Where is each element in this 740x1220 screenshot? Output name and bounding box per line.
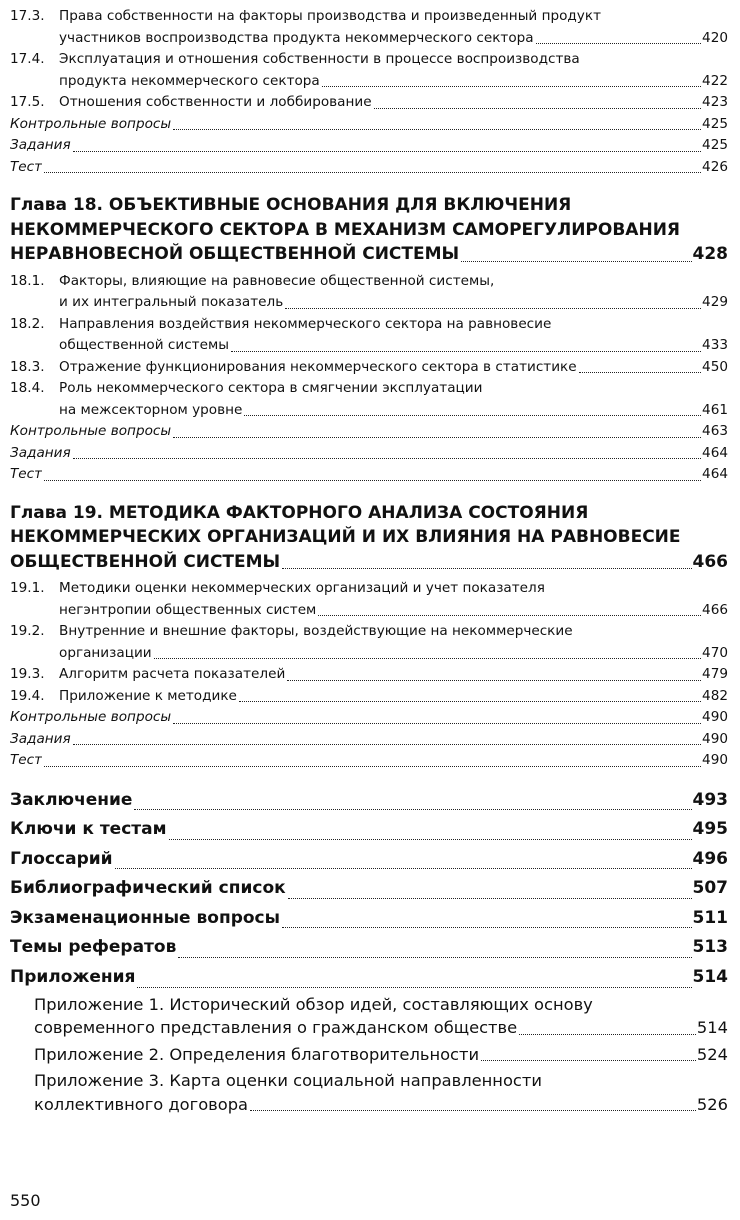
page-ref: 495 [692, 819, 728, 840]
page-ref: 425 [702, 137, 728, 153]
back-matter [10, 786, 728, 993]
page-ref: 466 [702, 601, 728, 618]
chapter-title-line: НЕКОММЕРЧЕСКОГО СЕКТОРА В МЕХАНИЗМ САМОРЕГУЛИРОВАНИЯ [10, 219, 681, 240]
page-ref: 463 [702, 423, 728, 439]
page-ref: 429 [702, 294, 728, 310]
page-ref: 464 [702, 444, 728, 461]
section-title: Алгоритм расчета показателей [59, 666, 286, 682]
appendix-title: Приложение 2. Определения благотворительности [34, 1044, 480, 1064]
page-ref: 511 [692, 907, 728, 928]
page-ref: 470 [702, 644, 728, 661]
toc-test[interactable]: Тест 426 [10, 157, 728, 179]
toc-section-19-2[interactable] [10, 621, 728, 664]
section-number: 18.4. [10, 380, 45, 396]
section-title: Эксплуатация и отношения собственности в процессе воспроизводства [59, 51, 580, 67]
page-ref: 423 [702, 94, 728, 110]
page-ref: 420 [702, 29, 728, 46]
chapter-17-sections [10, 6, 728, 178]
section-number: 19.3. [10, 666, 45, 682]
section-title-cont: общественной системы [59, 337, 229, 353]
toc-section-17-3[interactable] [10, 6, 728, 49]
leader-dots [322, 86, 701, 87]
section-title: Отражение функционирования некоммерческого сектора в статистике [59, 358, 577, 375]
table-of-contents [10, 6, 728, 1116]
section-title: Отношения собственности и лоббирование [59, 94, 372, 110]
toc-appendix-1[interactable] [10, 993, 728, 1040]
toc-section-19-3[interactable] [10, 664, 728, 686]
toc-review-questions[interactable]: Контрольные вопросы 463 [10, 421, 728, 443]
page-ref: 422 [702, 72, 728, 89]
toc-section-18-2[interactable] [10, 314, 728, 357]
page-ref: 513 [692, 937, 728, 958]
section-title: Права собственности на факторы производства и произведенный продукт [59, 8, 601, 24]
section-number: 18.3. [10, 358, 45, 375]
toc-section-18-4[interactable] [10, 378, 728, 421]
chapter-18-sections [10, 271, 728, 486]
leader-dots [244, 415, 701, 416]
section-title-cont: на межсекторном уровне [59, 401, 243, 418]
leader-dots [282, 568, 691, 569]
page-ref: 524 [696, 1044, 728, 1064]
page-ref: 514 [692, 967, 728, 988]
section-title: Факторы, влияющие на равновесие общественной системы, [59, 272, 495, 289]
toc-test-keys[interactable]: Ключи к тестам 495 [10, 815, 728, 845]
section-title-cont: организации [59, 644, 152, 661]
appendix-title-cont: современного представления о гражданском обществе [34, 1018, 518, 1038]
section-title: Внутренние и внешние факторы, воздействующие на некоммерческие [59, 623, 573, 639]
section-title-cont: продукта некоммерческого сектора [59, 72, 320, 89]
page-ref: 428 [692, 244, 728, 264]
toc-section-18-3[interactable] [10, 357, 728, 379]
toc-test[interactable]: Тест 464 [10, 464, 728, 486]
page-ref: 433 [702, 337, 728, 353]
section-title-cont: негэнтропии общественных систем [59, 601, 317, 618]
toc-essay-topics[interactable]: Темы рефератов 513 [10, 933, 728, 963]
page-ref: 426 [702, 158, 728, 175]
section-number: 18.2. [10, 315, 45, 332]
chapter-19-heading[interactable] [10, 501, 728, 575]
page-ref: 490 [702, 752, 728, 768]
chapter-title-line: НЕРАВНОВЕСНОЙ ОБЩЕСТВЕННОЙ СИСТЕМЫ [10, 244, 460, 264]
section-number: 17.4. [10, 51, 45, 67]
page-number: 550 [10, 1191, 41, 1210]
chapter-title-line: НЕКОММЕРЧЕСКИХ ОРГАНИЗАЦИЙ И ИХ ВЛИЯНИЯ НА РАВНОВЕСИЕ [10, 527, 681, 547]
toc-appendices[interactable]: Приложения 514 [10, 963, 728, 993]
page-ref: 490 [702, 709, 728, 725]
page-ref: 482 [702, 687, 728, 704]
page-ref: 461 [702, 401, 728, 418]
appendix-title: Приложение 1. Исторический обзор идей, составляющих основу [34, 994, 593, 1014]
leader-dots [536, 43, 701, 44]
page-ref: 425 [702, 115, 728, 132]
toc-section-18-1[interactable] [10, 271, 728, 314]
leader-dots [239, 701, 701, 702]
section-title: Методики оценки некоммерческих организаций и учет показателя [59, 580, 545, 596]
toc-assignments[interactable]: Задания 490 [10, 729, 728, 751]
chapter-title-line: Глава 19. МЕТОДИКА ФАКТОРНОГО АНАЛИЗА СОСТОЯНИЯ [10, 502, 589, 523]
toc-bibliography[interactable]: Библиографический список 507 [10, 874, 728, 904]
page-ref: 464 [702, 466, 728, 482]
toc-review-questions[interactable]: Контрольные вопросы 490 [10, 707, 728, 729]
page-ref: 514 [696, 1018, 728, 1038]
appendix-title-cont: коллективного договора [34, 1094, 249, 1114]
section-title: Направления воздействия некоммерческого сектора на равновесие [59, 315, 552, 332]
page-ref: 466 [692, 551, 728, 572]
toc-appendix-2[interactable] [10, 1043, 728, 1067]
leader-dots [231, 351, 701, 352]
toc-assignments[interactable]: Задания 464 [10, 443, 728, 465]
section-title-cont: и их интегральный показатель [59, 294, 284, 310]
page-ref: 507 [692, 878, 728, 899]
leader-dots [318, 615, 701, 616]
toc-test[interactable]: Тест 490 [10, 750, 728, 772]
toc-section-19-4[interactable] [10, 686, 728, 708]
toc-exam-questions[interactable]: Экзаменационные вопросы 511 [10, 904, 728, 934]
chapter-title-line: ОБЩЕСТВЕННОЙ СИСТЕМЫ [10, 551, 281, 572]
section-title: Роль некоммерческого сектора в смягчении эксплуатации [59, 380, 483, 396]
appendix-list [10, 993, 728, 1117]
toc-glossary[interactable]: Глоссарий 496 [10, 845, 728, 875]
leader-dots [374, 108, 701, 109]
page-ref: 450 [702, 358, 728, 375]
toc-section-19-1[interactable] [10, 578, 728, 621]
leader-dots [287, 680, 701, 681]
toc-section-17-4[interactable] [10, 49, 728, 92]
section-number: 19.1. [10, 580, 45, 596]
toc-appendix-3[interactable] [10, 1069, 728, 1116]
leader-dots [154, 658, 701, 659]
section-number: 18.1. [10, 272, 45, 289]
leader-dots [285, 308, 701, 309]
chapter-19-sections [10, 578, 728, 772]
chapter-title-line: Глава 18. ОБЪЕКТИВНЫЕ ОСНОВАНИЯ ДЛЯ ВКЛЮЧЕНИЯ [10, 195, 572, 215]
toc-assignments[interactable]: Задания 425 [10, 135, 728, 157]
section-number: 17.5. [10, 94, 45, 110]
section-number: 17.3. [10, 8, 45, 24]
leader-dots [579, 372, 701, 373]
page-ref: 496 [692, 848, 728, 869]
appendix-title: Приложение 3. Карта оценки социальной направленности [34, 1071, 542, 1091]
section-number: 19.2. [10, 623, 45, 639]
page-ref: 526 [696, 1094, 728, 1114]
section-title: Приложение к методике [59, 687, 237, 704]
toc-conclusion[interactable]: Заключение 493 [10, 786, 728, 816]
toc-review-questions[interactable]: Контрольные вопросы 425 [10, 114, 728, 136]
page-ref: 493 [692, 789, 728, 810]
toc-section-17-5[interactable] [10, 92, 728, 114]
section-title-cont: участников воспроизводства продукта некоммерческого сектора [59, 29, 534, 46]
leader-dots [461, 261, 691, 262]
page-ref: 479 [702, 666, 728, 682]
section-number: 19.4. [10, 687, 45, 704]
page-ref: 490 [702, 730, 728, 747]
chapter-18-heading[interactable] [10, 193, 728, 267]
